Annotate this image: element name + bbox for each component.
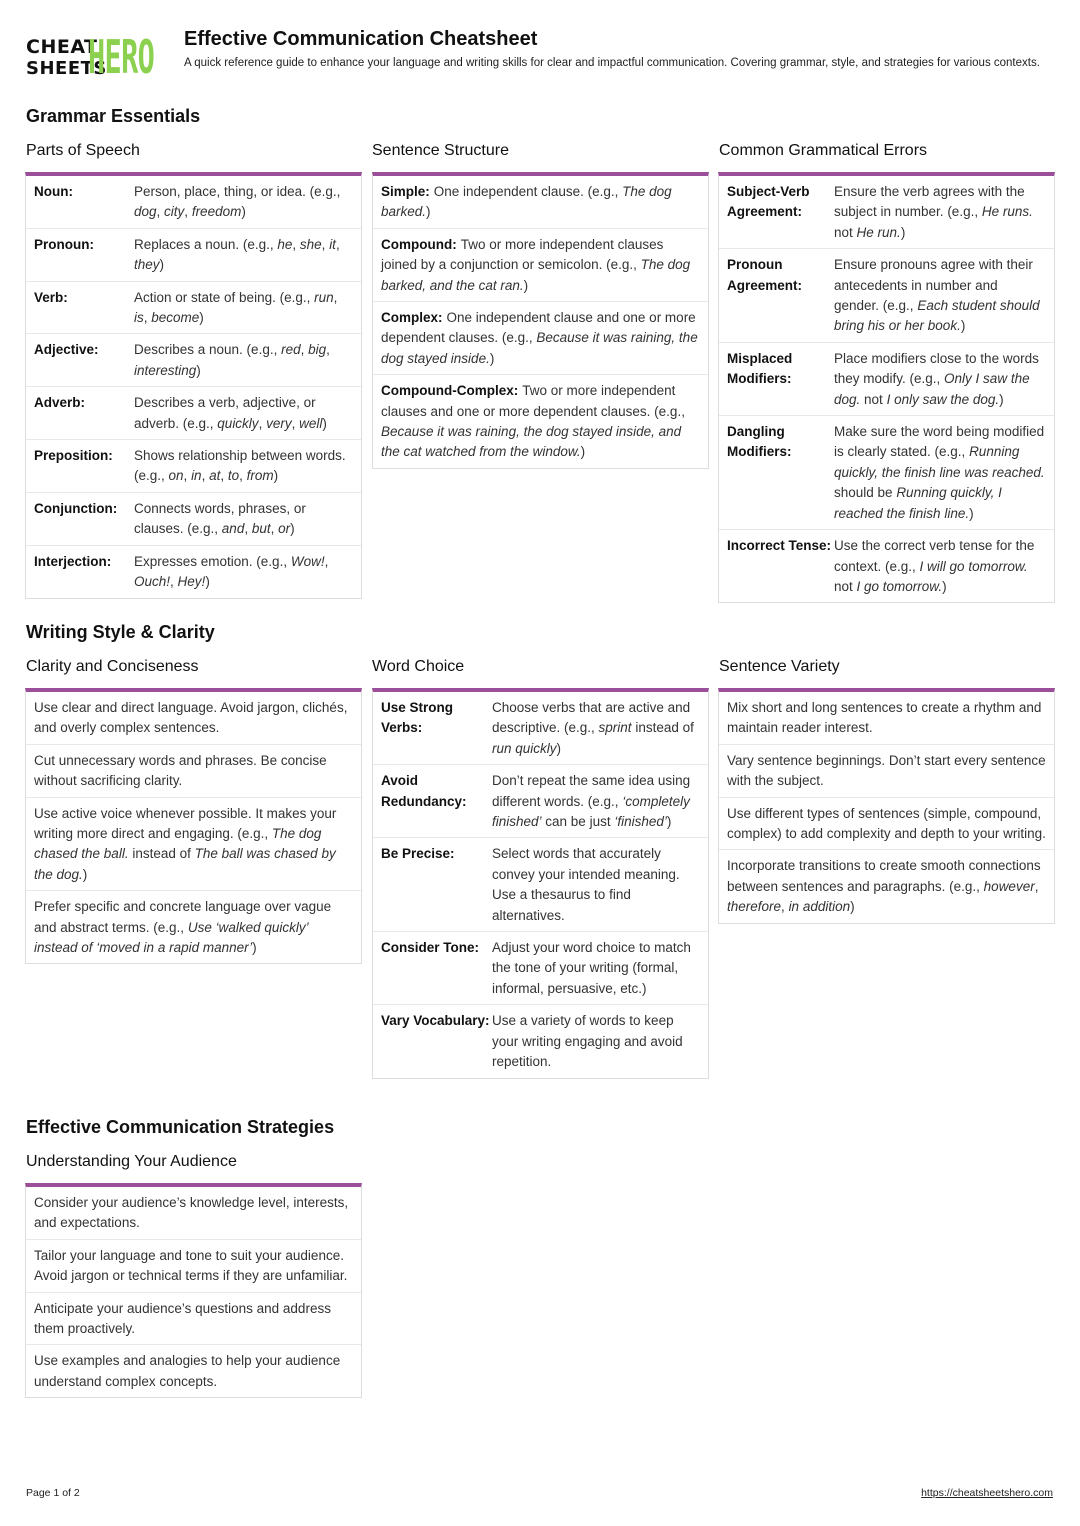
row-description: Use different types of sentences (simple, compound, complex) to add complexity and depth to your writing.	[727, 805, 1046, 842]
card-title-audience: Understanding Your Audience	[26, 1153, 237, 1170]
table-row	[373, 1005, 708, 1077]
row-description: Shows relationship between words. (e.g., on, in, at, to, from)	[134, 448, 346, 484]
row-term: Subject-Verb Agreement:	[727, 184, 810, 220]
row-description: Tailor your language and tone to suit your audience. Avoid jargon or technical terms if they are unfamiliar.	[34, 1247, 348, 1284]
cheatsheets-hero-logo[interactable]	[26, 30, 172, 84]
card-title-parts-of-speech: Parts of Speech	[26, 142, 140, 159]
row-description: One independent clause. (e.g., The dog barked.)	[381, 184, 672, 220]
row-description: Make sure the word being modified is clearly stated. (e.g., Running quickly, the finish line was reached. should be Running quickly, I reached the finish line.)	[834, 424, 1045, 521]
table-row	[719, 798, 1054, 851]
table-row	[26, 1187, 361, 1240]
card-grammatical-errors	[718, 172, 1055, 603]
row-description: Place modifiers close to the words they modify. (e.g., Only I saw the dog. not I only saw the dog.)	[834, 350, 1039, 407]
row-description: Vary sentence beginnings. Don’t start every sentence with the subject.	[727, 752, 1046, 789]
row-term: Pronoun Agreement:	[727, 257, 803, 293]
row-description: Select words that accurately convey your intended meaning. Use a thesaurus to find alternatives.	[492, 846, 680, 923]
card-sentence-variety	[718, 688, 1055, 924]
logo-word-hero: HERO	[88, 30, 155, 84]
card-parts-of-speech	[25, 172, 362, 599]
table-row	[26, 229, 361, 282]
card-title-sentence-variety: Sentence Variety	[719, 658, 840, 675]
page-title: Effective Communication Cheatsheet	[184, 28, 538, 50]
row-description: Person, place, thing, or idea. (e.g., dog, city, freedom)	[134, 184, 341, 220]
row-term: Interjection:	[34, 553, 112, 569]
table-row	[26, 745, 361, 798]
row-term: Misplaced Modifiers:	[727, 350, 793, 387]
row-description: Describes a verb, adjective, or adverb. (e.g., quickly, very, well)	[134, 395, 327, 431]
row-description: Connects words, phrases, or clauses. (e.g., and, but, or)	[134, 500, 306, 537]
row-term: Consider Tone:	[381, 940, 480, 956]
row-term: Compound:	[381, 236, 457, 252]
card-title-clarity: Clarity and Conciseness	[26, 658, 199, 675]
table-row	[373, 932, 708, 1005]
row-description: Replaces a noun. (e.g., he, she, it, they)	[134, 236, 340, 273]
table-row	[719, 530, 1054, 602]
card-word-choice	[372, 688, 709, 1079]
table-row	[26, 282, 361, 335]
table-row	[26, 1240, 361, 1293]
table-row	[26, 1345, 361, 1397]
table-row	[26, 334, 361, 387]
row-term: Simple:	[381, 184, 430, 199]
table-row	[373, 229, 708, 302]
row-term: Preposition:	[34, 448, 113, 464]
row-description: Use active voice whenever possible. It makes your writing more direct and engaging. (e.g., The dog chased the ball. instead of The ball was chased by the dog.)	[34, 805, 337, 882]
logo-word-cheat: CHEAT	[26, 36, 98, 58]
row-description: Consider your audience’s knowledge level, interests, and expectations.	[34, 1195, 349, 1231]
table-row	[373, 692, 708, 765]
card-clarity	[25, 688, 362, 964]
row-description: Action or state of being. (e.g., run, is, become)	[134, 289, 338, 326]
row-description: Use examples and analogies to help your audience understand complex concepts.	[34, 1353, 341, 1389]
table-row	[719, 416, 1054, 530]
row-term: Conjunction:	[34, 500, 118, 516]
row-term: Verb:	[34, 289, 68, 305]
table-row	[26, 891, 361, 963]
table-row	[26, 176, 361, 229]
row-term: Compound-Complex:	[381, 383, 519, 399]
row-description: Choose verbs that are active and descriptive. (e.g., sprint instead of run quickly)	[492, 700, 694, 756]
row-term: Dangling Modifiers:	[727, 424, 792, 460]
table-row	[719, 692, 1054, 745]
row-description: Two or more independent clauses joined by a conjunction or semicolon. (e.g., The dog barked, and the cat ran.)	[381, 236, 691, 293]
row-term: Be Precise:	[381, 846, 455, 862]
card-title-sentence-structure: Sentence Structure	[372, 142, 509, 159]
table-row	[719, 249, 1054, 343]
row-term: Pronoun:	[34, 236, 94, 252]
table-row	[719, 343, 1054, 416]
table-row	[26, 1293, 361, 1346]
table-row	[719, 850, 1054, 922]
row-term: Adjective:	[34, 342, 99, 358]
table-row	[373, 302, 708, 375]
card-audience	[25, 1183, 362, 1398]
table-row	[26, 692, 361, 745]
table-row	[719, 745, 1054, 798]
logo-word-sheets: SHEETS	[26, 58, 107, 79]
row-description: Use the correct verb tense for the context. (e.g., I will go tomorrow. not I go tomorrow.)	[834, 538, 1035, 594]
row-description: Don’t repeat the same idea using different words. (e.g., ‘completely finished’ can be just ‘finished’)	[492, 773, 691, 830]
card-sentence-structure	[372, 172, 709, 469]
table-row	[373, 765, 708, 838]
row-term: Adverb:	[34, 395, 86, 411]
row-description: Describes a noun. (e.g., red, big, interesting)	[134, 342, 330, 378]
card-title-word-choice: Word Choice	[372, 658, 465, 675]
row-term: Avoid Redundancy:	[381, 773, 467, 809]
row-description: Ensure the verb agrees with the subject in number. (e.g., He runs. not He run.)	[834, 184, 1033, 240]
table-row	[26, 387, 361, 440]
site-link[interactable]: https://cheatsheetshero.com	[921, 1487, 1053, 1499]
row-term: Use Strong Verbs:	[381, 700, 454, 736]
row-term: Vary Vocabulary:	[381, 1013, 490, 1029]
row-description: Ensure pronouns agree with their antecedents in number and gender. (e.g., Each student should bring his or her book.)	[834, 257, 1040, 334]
row-term: Noun:	[34, 184, 73, 199]
row-description: Two or more independent clauses and one or more dependent clauses. (e.g., Because it was raining, the dog stayed inside, and the cat watched from the window.)	[381, 383, 685, 460]
table-row	[373, 375, 708, 468]
table-row	[26, 798, 361, 892]
table-row	[373, 838, 708, 932]
section-title-style: Writing Style & Clarity	[26, 622, 215, 642]
section-title-strategies: Effective Communication Strategies	[26, 1117, 335, 1137]
row-description: Expresses emotion. (e.g., Wow!, Ouch!, Hey!)	[134, 553, 329, 590]
table-row	[719, 176, 1054, 249]
row-description: One independent clause and one or more dependent clauses. (e.g., Because it was raining, the dog stayed inside.)	[381, 310, 698, 366]
row-description: Adjust your word choice to match the tone of your writing (formal, informal, persuasive, etc.)	[492, 940, 691, 996]
row-description: Cut unnecessary words and phrases. Be concise without sacrificing clarity.	[34, 752, 327, 789]
section-title-grammar: Grammar Essentials	[26, 106, 201, 126]
table-row	[373, 176, 708, 229]
row-term: Incorrect Tense:	[727, 538, 832, 554]
table-row	[26, 440, 361, 493]
row-description: Mix short and long sentences to create a rhythm and maintain reader interest.	[727, 700, 1042, 736]
page-subtitle: A quick reference guide to enhance your language and writing skills for clear and impactful communication. Covering grammar, style, and strategies for various contexts.	[184, 57, 1040, 69]
row-description: Use a variety of words to keep your writing engaging and avoid repetition.	[492, 1013, 683, 1070]
table-row	[26, 546, 361, 598]
card-title-grammatical-errors: Common Grammatical Errors	[719, 142, 928, 159]
table-row	[26, 493, 361, 546]
row-description: Anticipate your audience’s questions and address them proactively.	[34, 1300, 331, 1337]
row-description: Use clear and direct language. Avoid jargon, clichés, and overly complex sentences.	[34, 700, 348, 736]
row-description: Incorporate transitions to create smooth connections between sentences and paragraphs. (e.g., however, therefore, in addition)	[727, 858, 1041, 915]
row-description: Prefer specific and concrete language over vague and abstract terms. (e.g., Use ‘walked quickly’ instead of ‘moved in a rapid manner’)	[34, 899, 332, 956]
row-term: Complex:	[381, 310, 443, 326]
page-number: Page 1 of 2	[26, 1487, 80, 1499]
